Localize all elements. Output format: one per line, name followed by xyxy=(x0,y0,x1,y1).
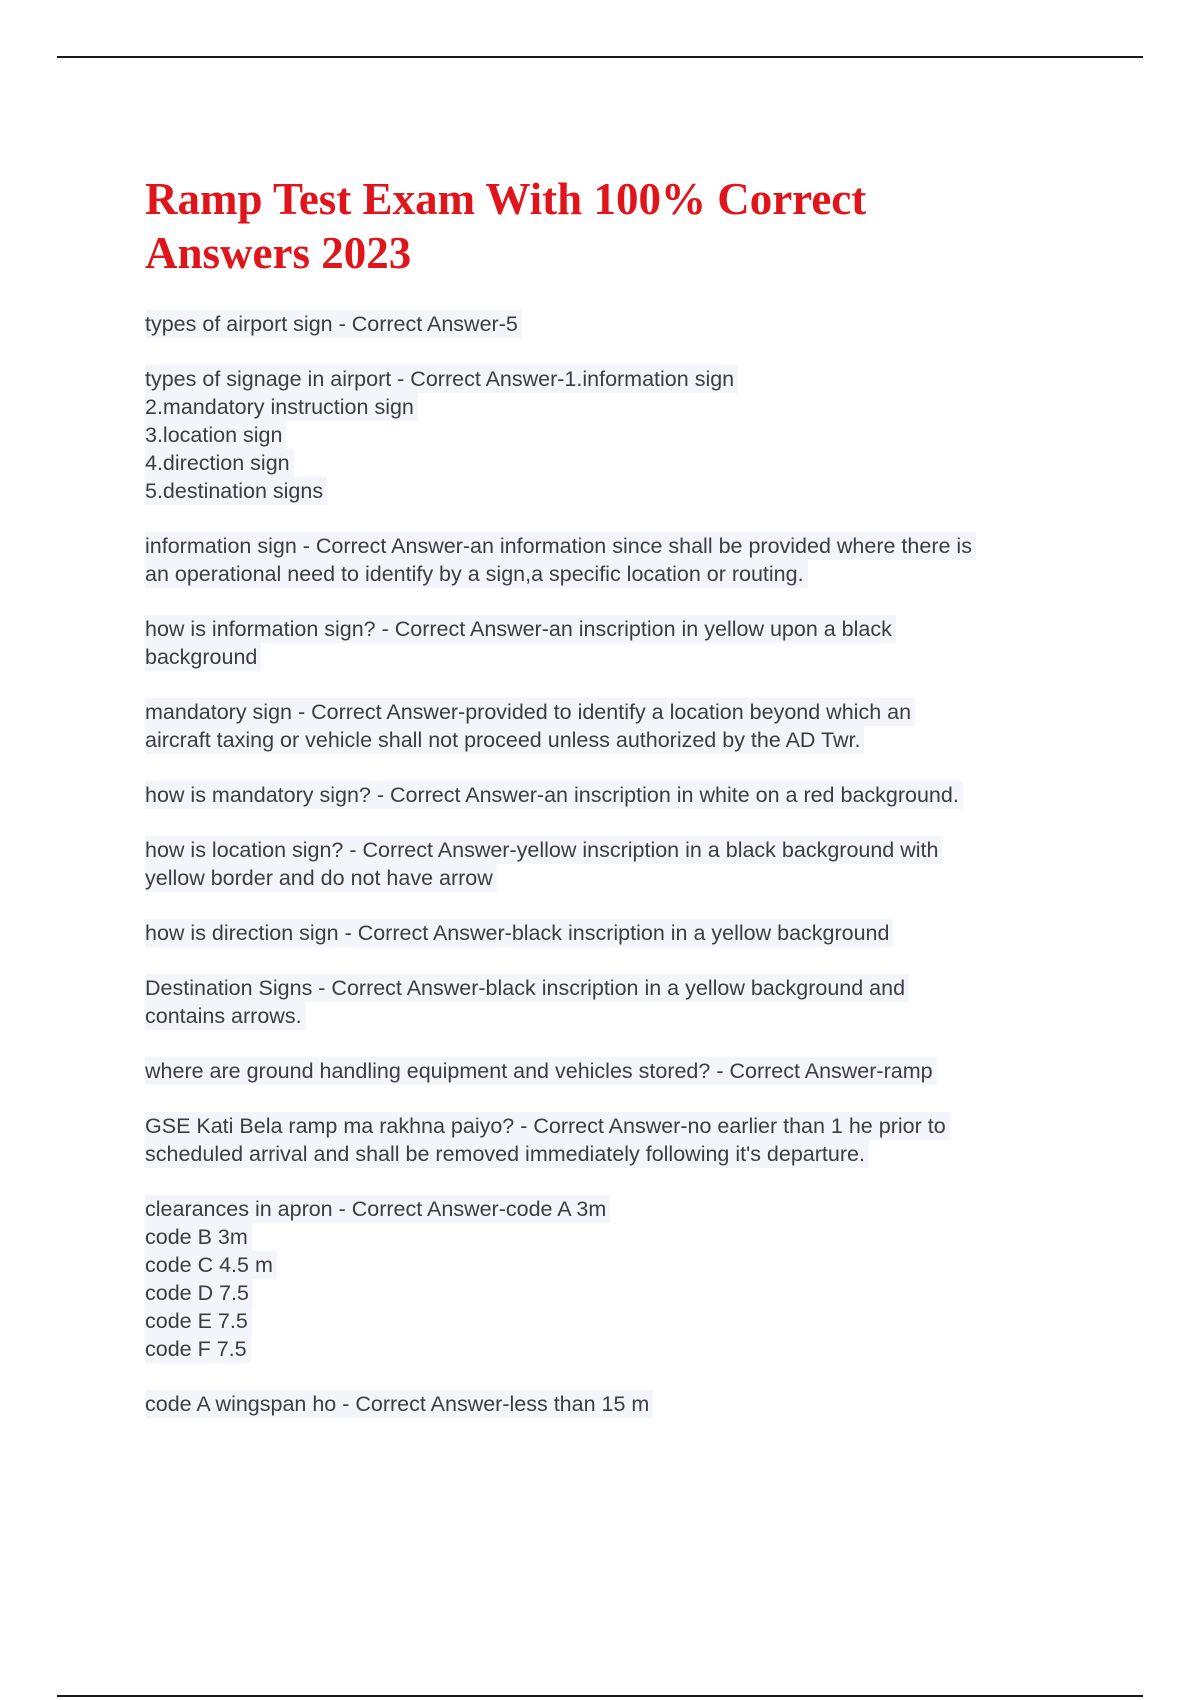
document-body xyxy=(145,172,1085,1445)
qa-line: an operational need to identify by a sign,a specific location or routing. xyxy=(145,560,808,588)
qa-item xyxy=(145,974,1085,1030)
qa-line: code C 4.5 m xyxy=(145,1251,277,1279)
qa-line: code E 7.5 xyxy=(145,1307,252,1335)
qa-item xyxy=(145,1390,1085,1418)
top-rule xyxy=(57,56,1143,58)
qa-line: clearances in apron - Correct Answer-code A 3m xyxy=(145,1195,610,1223)
qa-line: scheduled arrival and shall be removed immediately following it's departure. xyxy=(145,1140,869,1168)
qa-item xyxy=(145,1195,1085,1363)
title-line-1: Ramp Test Exam With 100% Correct xyxy=(145,174,867,224)
qa-line: how is location sign? - Correct Answer-yellow inscription in a black background with xyxy=(145,836,942,864)
qa-item xyxy=(145,1057,1085,1085)
qa-item xyxy=(145,919,1085,947)
qa-line: 3.location sign xyxy=(145,421,286,449)
qa-line: aircraft taxing or vehicle shall not proceed unless authorized by the AD Twr. xyxy=(145,726,864,754)
qa-line: types of signage in airport - Correct Answer-1.information sign xyxy=(145,365,738,393)
qa-line: information sign - Correct Answer-an information since shall be provided where there is xyxy=(145,532,976,560)
qa-item xyxy=(145,698,1085,754)
qa-line: where are ground handling equipment and vehicles stored? - Correct Answer-ramp xyxy=(145,1057,937,1085)
qa-line: background xyxy=(145,643,261,671)
qa-line: 5.destination signs xyxy=(145,477,327,505)
qa-item xyxy=(145,532,1085,588)
qa-line: how is information sign? - Correct Answer-an inscription in yellow upon a black xyxy=(145,615,896,643)
qa-line: yellow border and do not have arrow xyxy=(145,864,497,892)
qa-line: types of airport sign - Correct Answer-5 xyxy=(145,310,522,338)
qa-line: how is mandatory sign? - Correct Answer-an inscription in white on a red background. xyxy=(145,781,963,809)
qa-item xyxy=(145,781,1085,809)
qa-line: mandatory sign - Correct Answer-provided to identify a location beyond which an xyxy=(145,698,915,726)
qa-line: code D 7.5 xyxy=(145,1279,253,1307)
qa-line: code B 3m xyxy=(145,1223,252,1251)
qa-item xyxy=(145,310,1085,338)
qa-line: Destination Signs - Correct Answer-black inscription in a yellow background and xyxy=(145,974,909,1002)
bottom-rule xyxy=(57,1695,1143,1697)
qa-item xyxy=(145,1112,1085,1168)
qa-line: how is direction sign - Correct Answer-black inscription in a yellow background xyxy=(145,919,893,947)
qa-line: contains arrows. xyxy=(145,1002,306,1030)
qa-line: 2.mandatory instruction sign xyxy=(145,393,418,421)
qa-line: code A wingspan ho - Correct Answer-less than 15 m xyxy=(145,1390,653,1418)
qa-item xyxy=(145,836,1085,892)
qa-item xyxy=(145,615,1085,671)
page-title xyxy=(145,172,1085,280)
qa-item xyxy=(145,365,1085,505)
qa-line: GSE Kati Bela ramp ma rakhna paiyo? - Correct Answer-no earlier than 1 he prior to xyxy=(145,1112,950,1140)
qa-line: code F 7.5 xyxy=(145,1335,251,1363)
title-line-2: Answers 2023 xyxy=(145,228,412,278)
qa-line: 4.direction sign xyxy=(145,449,294,477)
